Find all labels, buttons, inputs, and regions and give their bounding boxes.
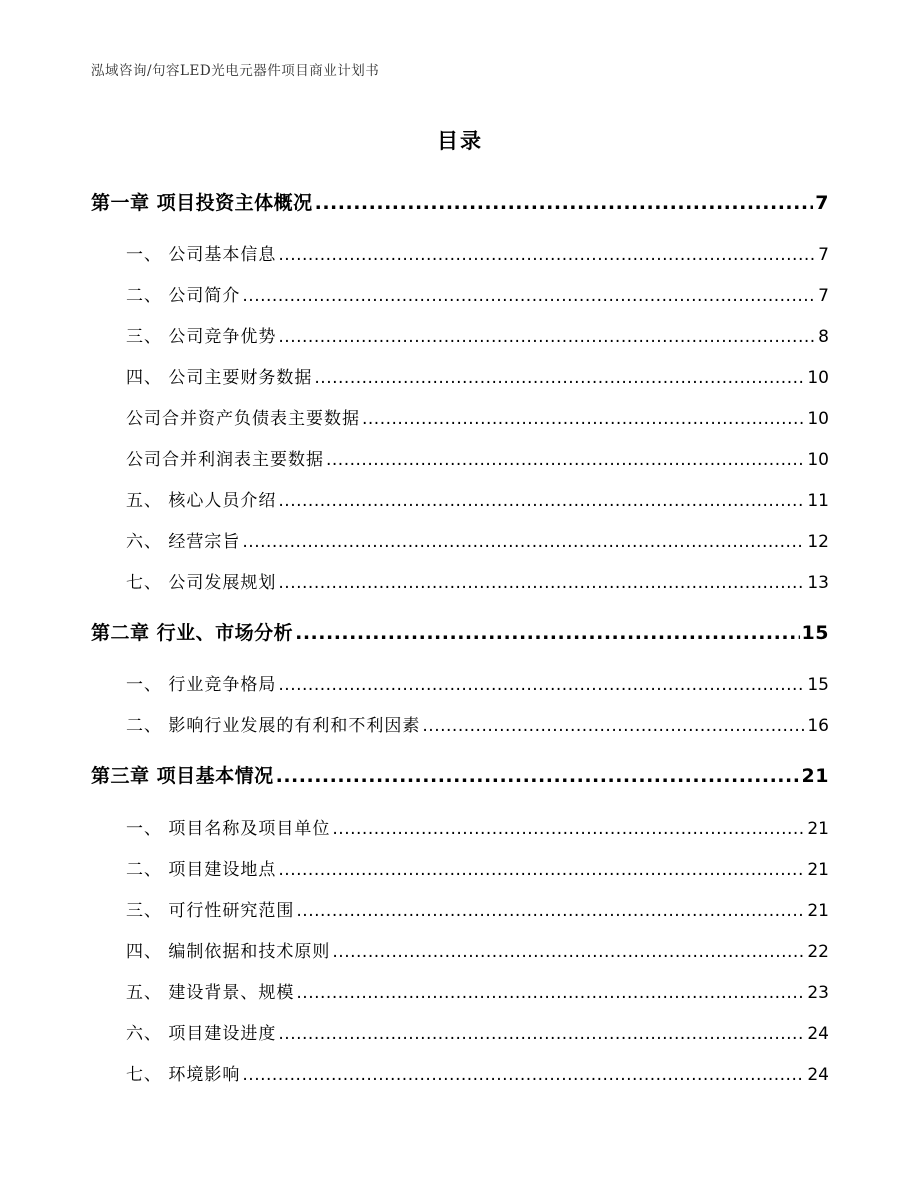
dot-leader (296, 901, 805, 921)
toc-entry-label: 七、 公司发展规划 (126, 573, 277, 593)
toc-entry-label: 三、 公司竞争优势 (126, 327, 277, 347)
dot-leader (314, 368, 805, 388)
toc-page-number: 10 (807, 409, 829, 429)
toc-page-number: 21 (801, 765, 829, 787)
toc-section[interactable] (126, 670, 829, 695)
dot-leader (242, 532, 805, 552)
toc-entry-label: 五、 核心人员介绍 (126, 491, 277, 511)
toc-entry-label: 二、 公司简介 (126, 286, 241, 306)
toc-section[interactable] (126, 568, 829, 593)
toc-entry-label: 二、 影响行业发展的有利和不利因素 (126, 716, 421, 736)
dot-leader (278, 1024, 805, 1044)
dot-leader (278, 860, 805, 880)
toc-page-number: 11 (807, 491, 829, 511)
toc-entry-label: 一、 行业竞争格局 (126, 675, 277, 695)
toc-section[interactable] (126, 1019, 829, 1044)
toc-page-number: 13 (807, 573, 829, 593)
toc-section[interactable] (126, 322, 829, 347)
toc-entry-label: 七、 环境影响 (126, 1065, 241, 1085)
toc-page-number: 12 (807, 532, 829, 552)
toc-section[interactable] (126, 814, 829, 839)
toc-entry-label: 四、 编制依据和技术原则 (126, 942, 331, 962)
toc-page-number: 7 (818, 245, 829, 265)
toc-section[interactable] (126, 281, 829, 306)
toc-section[interactable] (126, 855, 829, 880)
toc-section[interactable] (126, 527, 829, 552)
toc-entry-label: 一、 公司基本信息 (126, 245, 277, 265)
toc-entry-label: 第二章 行业、市场分析 (91, 622, 294, 644)
dot-leader (332, 942, 805, 962)
toc-chapter[interactable] (91, 761, 829, 788)
dot-leader (278, 675, 805, 695)
toc-chapter[interactable] (91, 618, 829, 645)
toc-page-number: 10 (807, 368, 829, 388)
toc-page-number: 16 (807, 716, 829, 736)
toc-entry-label: 四、 公司主要财务数据 (126, 368, 313, 388)
toc-entry-label: 第一章 项目投资主体概况 (91, 192, 313, 214)
toc-section[interactable] (126, 240, 829, 265)
toc-entry-label: 三、 可行性研究范围 (126, 901, 295, 921)
toc-title: 目录 (437, 129, 483, 153)
toc-page-number: 8 (818, 327, 829, 347)
toc-entry-label: 公司合并利润表主要数据 (126, 450, 324, 470)
dot-leader (362, 409, 805, 429)
toc-entry-label: 二、 项目建设地点 (126, 860, 277, 880)
toc-page-number: 24 (807, 1065, 829, 1085)
toc-section[interactable] (126, 711, 829, 736)
toc-section[interactable] (126, 937, 829, 962)
dot-leader (278, 245, 816, 265)
toc-section[interactable] (126, 486, 829, 511)
toc-page-number: 21 (807, 860, 829, 880)
toc-entry-label: 第三章 项目基本情况 (91, 765, 274, 787)
toc-section[interactable] (126, 404, 829, 429)
toc-entry-label: 五、 建设背景、规模 (126, 983, 295, 1003)
dot-leader (315, 192, 814, 214)
dot-leader (296, 983, 805, 1003)
toc-entry-label: 六、 项目建设进度 (126, 1024, 277, 1044)
toc-entry-label: 六、 经营宗旨 (126, 532, 241, 552)
toc-page-number: 7 (815, 192, 829, 214)
toc-section[interactable] (126, 363, 829, 388)
toc-chapter[interactable] (91, 188, 829, 215)
toc-page-number: 23 (807, 983, 829, 1003)
running-header: 泓域咨询/句容LED光电元器件项目商业计划书 (91, 63, 380, 79)
toc-page-number: 22 (807, 942, 829, 962)
dot-leader (332, 819, 805, 839)
toc-page-number: 15 (807, 675, 829, 695)
toc-page-number: 7 (818, 286, 829, 306)
toc-page-number: 21 (807, 901, 829, 921)
dot-leader (242, 1065, 805, 1085)
toc-section[interactable] (126, 896, 829, 921)
dot-leader (278, 327, 816, 347)
toc-entry-label: 一、 项目名称及项目单位 (126, 819, 331, 839)
toc-page-number: 10 (807, 450, 829, 470)
toc-section[interactable] (126, 978, 829, 1003)
toc-section[interactable] (126, 445, 829, 470)
toc-entry-label: 公司合并资产负债表主要数据 (126, 409, 360, 429)
dot-leader (278, 573, 805, 593)
dot-leader (326, 450, 805, 470)
dot-leader (422, 716, 805, 736)
dot-leader (295, 622, 799, 644)
toc-page-number: 15 (801, 622, 829, 644)
dot-leader (242, 286, 816, 306)
toc-page-number: 24 (807, 1024, 829, 1044)
dot-leader (278, 491, 805, 511)
toc-section[interactable] (126, 1060, 829, 1085)
toc-page-number: 21 (807, 819, 829, 839)
dot-leader (276, 765, 800, 787)
